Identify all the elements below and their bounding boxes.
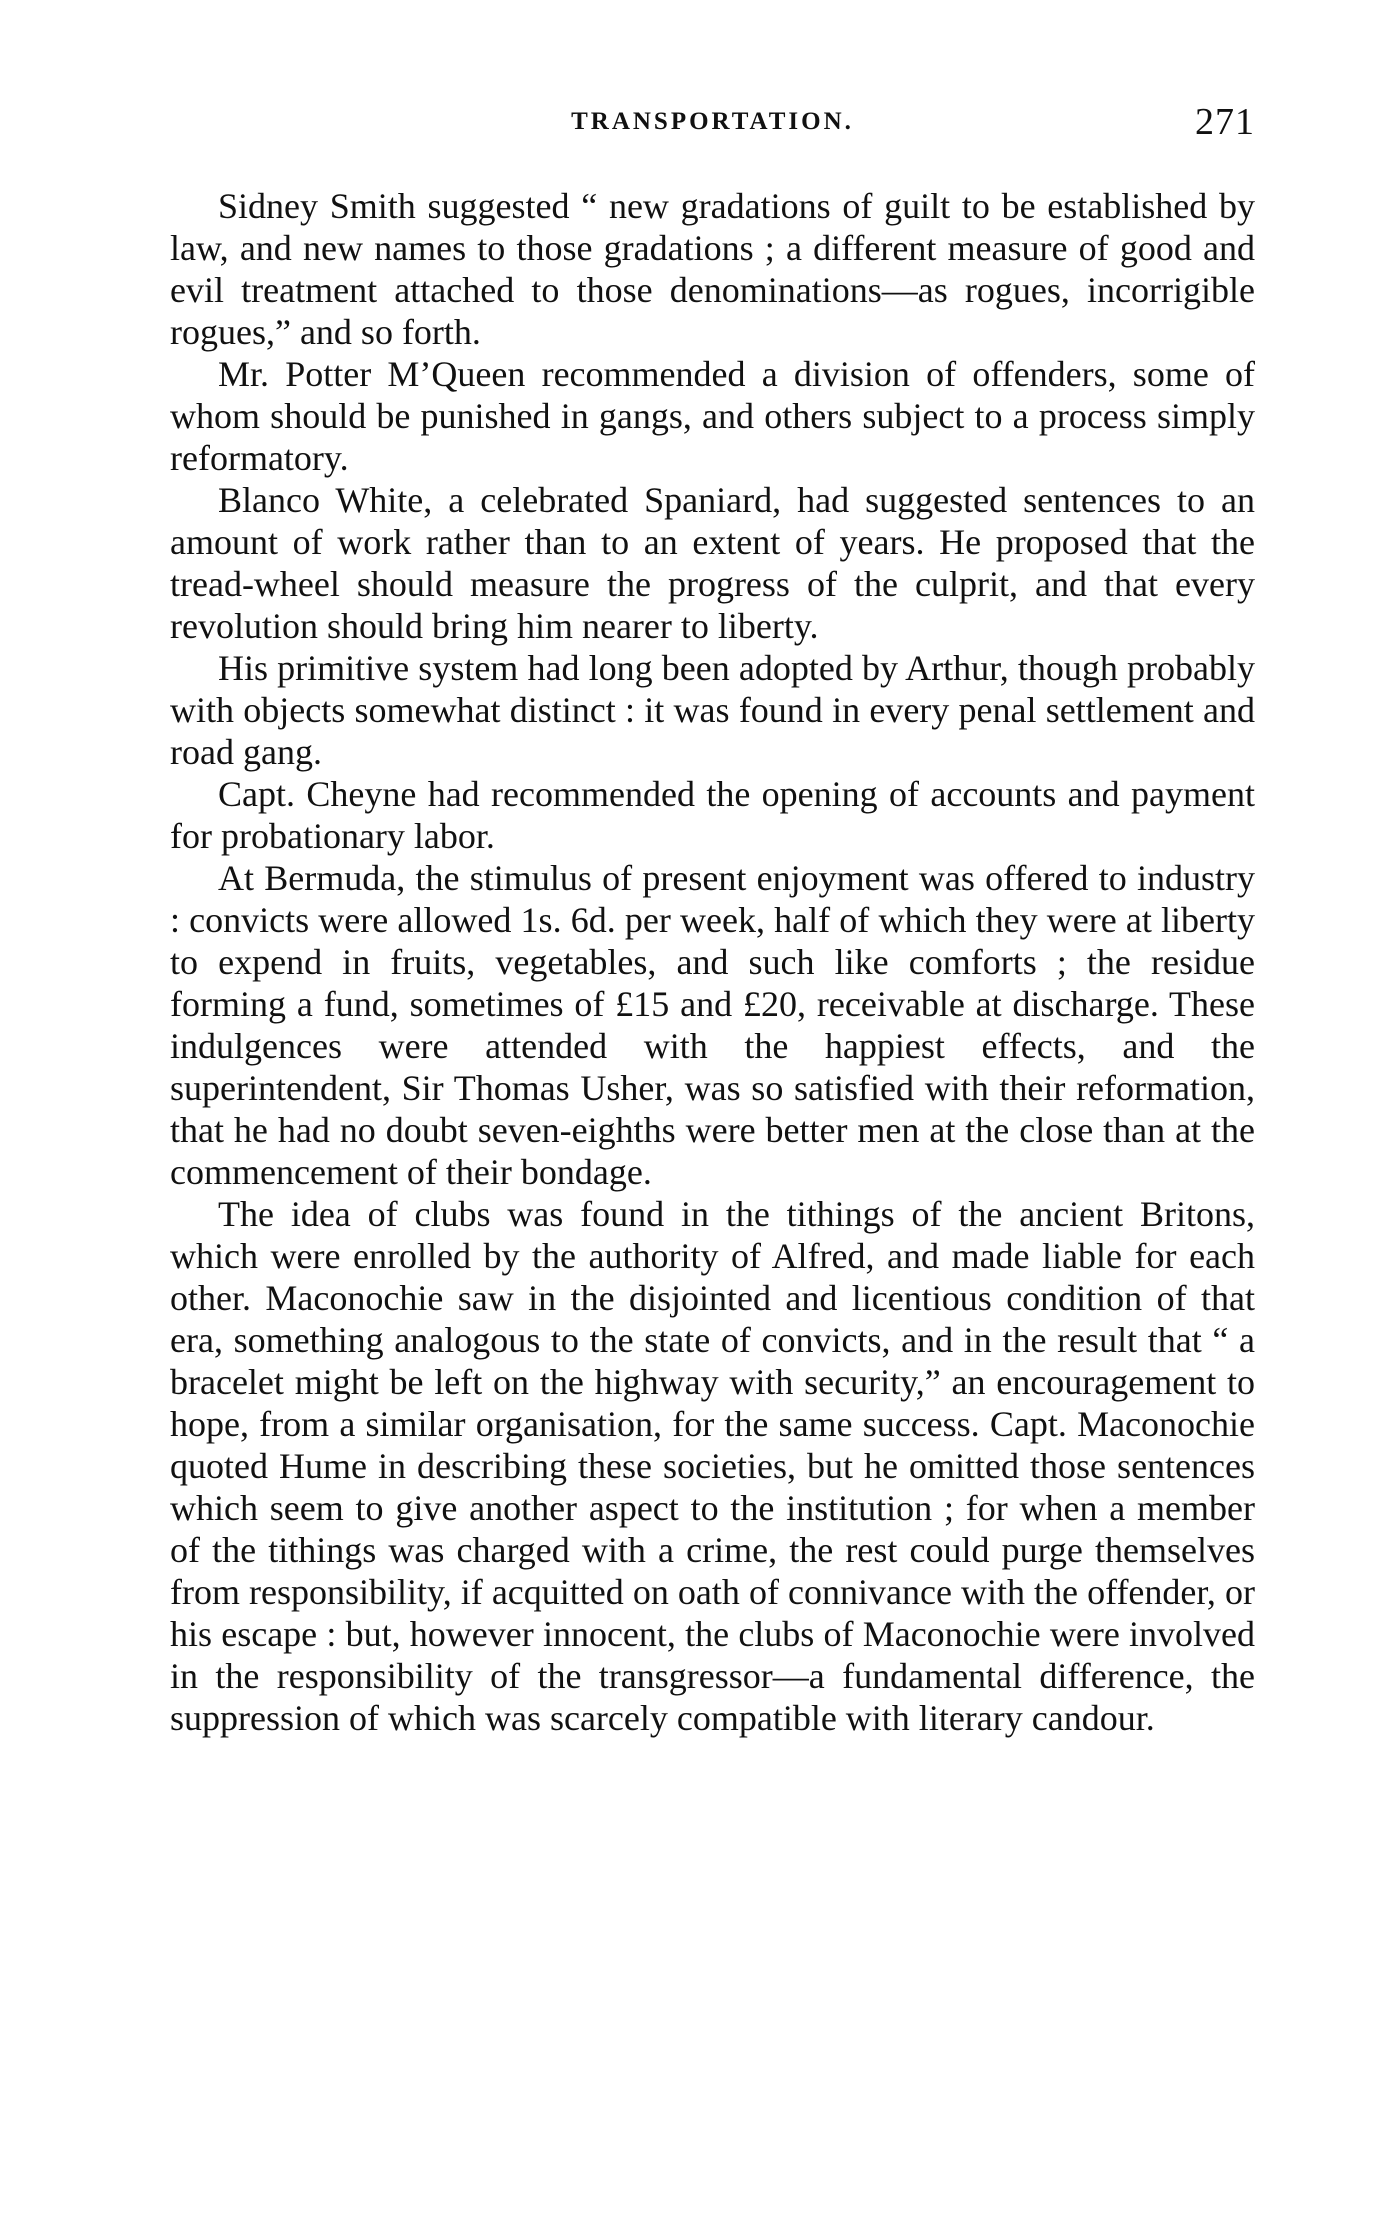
paragraph-sidney-smith: Sidney Smith suggested “ new gradations of guilt to be established by law, and new names to those gradations ; a different measure of good and evil treatment attached to those denominations—as rogues, incorrigible rogues,” and so forth. [170,186,1255,352]
running-title: TRANSPORTATION. [571,108,854,135]
paragraph-capt-cheyne: Capt. Cheyne had recommended the opening of accounts and payment for probationary labor. [170,774,1255,856]
running-head [170,100,1255,150]
paragraph-potter-mqueen: Mr. Potter M’Queen recommended a division of offenders, some of whom should be punished in gangs, and others subject to a process simply reformatory. [170,354,1255,478]
page-number: 271 [1195,101,1255,143]
paragraph-blanco-white: Blanco White, a celebrated Spaniard, had suggested sentences to an amount of work rather than to an extent of years. He proposed that the tread-wheel should measure the progress of the culprit, and that every revolution should bring him nearer to liberty. [170,480,1255,646]
paragraph-tithings-clubs: The idea of clubs was found in the tithings of the ancient Britons, which were enrolled by the authority of Alfred, and made liable for each other. Maconochie saw in the disjointed and licentious condition of that era, something analogous to the state of convicts, and in the result that “ a bracelet might be left on the highway with security,” an encouragement to hope, from a similar organisation, for the same success. Capt. Maconochie quoted Hume in describing these societies, but he omitted those sentences which seem to give another aspect to the institution ; for when a member of the tithings was charged with a crime, the rest could purge themselves from responsibility, if acquitted on oath of connivance with the offender, or his escape : but, however innocent, the clubs of Maconochie were involved in the responsibility of the transgressor—a fundamental difference, the suppression of which was scarcely compatible with literary candour. [170,1194,1255,1738]
paragraph-arthur-system: His primitive system had long been adopted by Arthur, though probably with objects somewhat distinct : it was found in every penal settlement and road gang. [170,648,1255,772]
paragraph-bermuda: At Bermuda, the stimulus of present enjoyment was offered to industry : convicts were allowed 1s. 6d. per week, half of which they were at liberty to expend in fruits, vegetables, and such like comforts ; the residue forming a fund, sometimes of £15 and £20, receivable at discharge. These indulgences were attended with the happiest effects, and the superintendent, Sir Thomas Usher, was so satisfied with their reformation, that he had no doubt seven-eighths were better men at the close than at the commencement of their bondage. [170,858,1255,1192]
body-text [170,185,1255,1739]
